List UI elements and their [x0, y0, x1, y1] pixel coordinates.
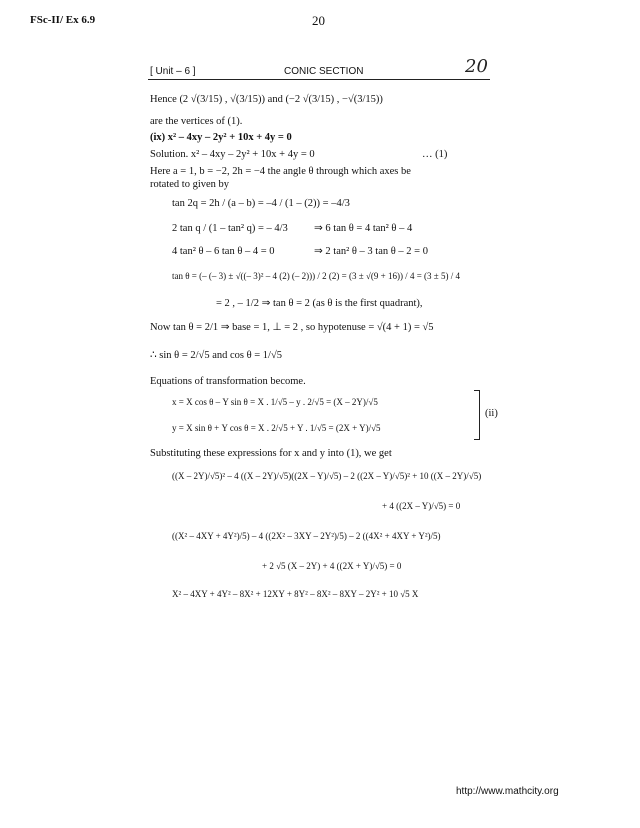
equation-line: Now tan θ = 2/1 ⇒ base = 1, ⊥ = 2 , so hypotenuse = √(4 + 1) = √5 [150, 322, 434, 333]
section-title: CONIC SECTION [284, 66, 364, 77]
system-bracket [474, 390, 480, 440]
page-number: 20 [312, 13, 325, 28]
text-line: are the vertices of (1). [150, 116, 243, 127]
vertices-line: Hence (2 √(3/15) , √(3/15)) and (−2 √(3/15) , −√(3/15)) [150, 94, 383, 105]
header-rule [148, 79, 490, 80]
text-line: Equations of transformation become. [150, 376, 306, 387]
footer-url: http://www.mathcity.org [456, 786, 559, 797]
expansion-line: X² – 4XY + 4Y² – 8X² + 12XY + 8Y² – 8X² – 8XY – 2Y² + 10 √5 X [172, 589, 419, 599]
problem-statement: (ix) x² – 4xy – 2y² + 10x + 4y = 0 [150, 132, 292, 143]
document-reference: FSc-II/ Ex 6.9 [30, 14, 96, 26]
transformation-y: y = X sin θ + Y cos θ = X . 2/√5 + Y . 1/√5 = (2X + Y)/√5 [172, 423, 381, 433]
transformation-x: x = X cos θ – Y sin θ = X . 1/√5 – y . 2/√5 = (X – 2Y)/√5 [172, 397, 378, 407]
unit-label: [ Unit – 6 ] [150, 66, 196, 77]
expansion-line: + 2 √5 (X – 2Y) + 4 ((2X + Y)/√5) = 0 [262, 561, 402, 571]
equation-line: 2 tan q / (1 – tan² q) = – 4/3 [172, 223, 288, 234]
substitution-line: ((X – 2Y)/√5)² – 4 ((X – 2Y)/√5)((2X – Y)/√5) – 2 ((2X – Y)/√5)² + 10 ((X – 2Y)/√5) [172, 471, 482, 481]
handwritten-page-mark: 20 [465, 56, 488, 77]
equation-line: ∴ sin θ = 2/√5 and cos θ = 1/√5 [150, 350, 282, 361]
equation-number: (ii) [485, 408, 498, 419]
solution-equation: Solution. x² – 4xy – 2y² + 10x + 4y = 0 [150, 149, 315, 160]
equation-line: ⇒ 6 tan θ = 4 tan² θ – 4 [314, 223, 413, 234]
equation-line: tan 2q = 2h / (a – b) = –4 / (1 – (2)) = –4/3 [172, 198, 350, 209]
substitution-line: + 4 ((2X – Y)/√5) = 0 [382, 501, 461, 511]
text-line: rotated to given by [150, 179, 230, 190]
equation-line: 4 tan² θ – 6 tan θ – 4 = 0 [172, 246, 275, 257]
text-line: Here a = 1, b = −2, 2h = −4 the angle θ through which axes be [150, 166, 411, 177]
equation-line: ⇒ 2 tan² θ – 3 tan θ – 2 = 0 [314, 246, 428, 257]
equation-line: tan θ = (– (– 3) ± √((– 3)² – 4 (2) (– 2))) / 2 (2) = (3 ± √(9 + 16)) / 4 = (3 ± 5) / 4 [172, 271, 460, 281]
text-line: Substituting these expressions for x and y into (1), we get [150, 448, 392, 459]
equation-number: … (1) [422, 149, 448, 160]
expansion-line: ((X² – 4XY + 4Y²)/5) – 4 ((2X² – 3XY – 2Y²)/5) – 2 ((4X² + 4XY + Y²)/5) [172, 531, 441, 541]
equation-line: = 2 , – 1/2 ⇒ tan θ = 2 (as θ is the first quadrant), [216, 298, 423, 309]
